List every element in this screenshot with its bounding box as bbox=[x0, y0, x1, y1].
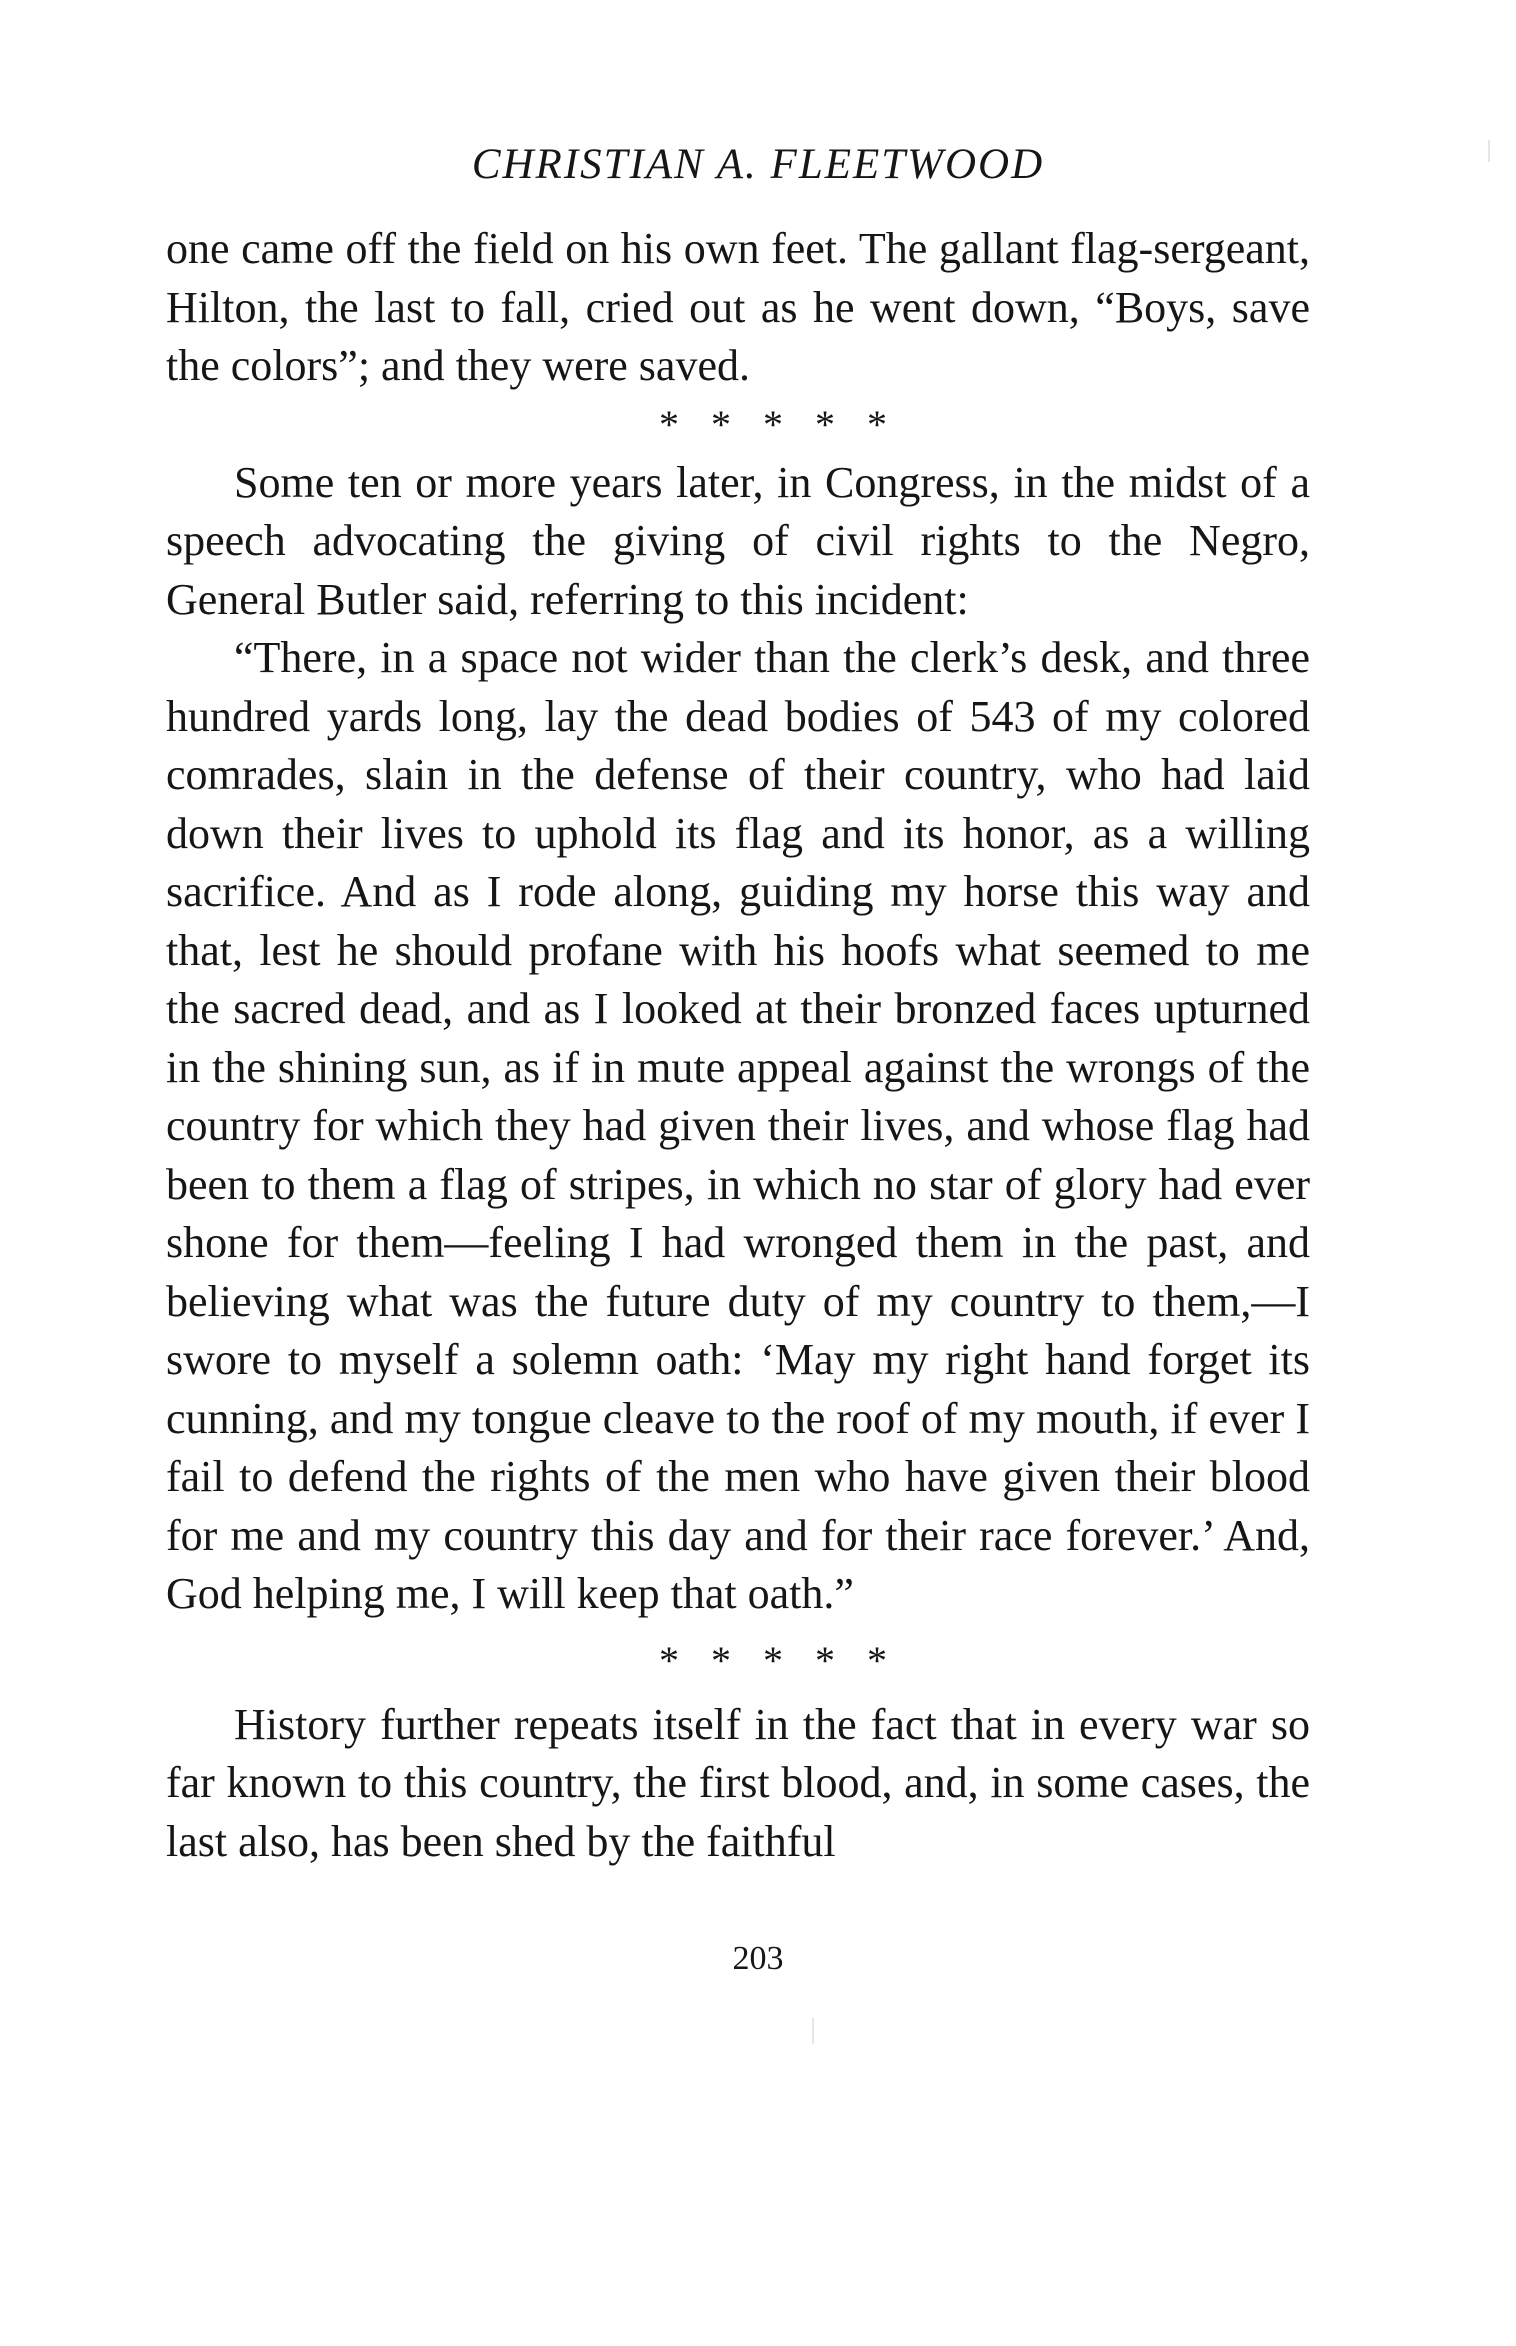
body-text bbox=[166, 220, 1310, 1871]
running-head: CHRISTIAN A. FLEETWOOD bbox=[471, 141, 1045, 188]
page-number: 203 bbox=[732, 1940, 784, 1977]
section-separator: * * * * * bbox=[659, 1637, 887, 1683]
paragraph-butler-quote: “There, in a space not wider than the clerk’s desk, and three hundred yards long, lay the dead bodies of 543 of my colored comrades, slain in the defense of their country, who had laid down their lives to uphold its flag and its honor, as a willing sacrifice. And as I rode along, guiding my horse this way and that, lest he should profane with his hoofs what seemed to me the sacred dead, and as I looked at their bronzed faces upturned in the shining sun, as if in mute appeal against the wrongs of the country for which they had given their lives, and whose flag had been to them a flag of stripes, in which no star of glory had ever shone for them—feeling I had wronged them in the past, and believing what was the future duty of my country to them,—I swore to myself a solemn oath: ‘May my right hand forget its cunning, and my tongue cleave to the roof of my mouth, if ever I fail to defend the rights of the men who have given their blood for me and my country this day and for their race forever.’ And, God helping me, I will keep that oath.” bbox=[166, 633, 1310, 1618]
paragraph-history: History further repeats itself in the fact that in every war so far known to this country, the first blood, and, in some cases, the last also, has been shed by the faithful bbox=[166, 1699, 1310, 1866]
scan-edge-mark bbox=[1488, 140, 1490, 162]
scan-edge-mark bbox=[812, 2018, 814, 2044]
paragraph-continuation: one came off the field on his own feet. The gallant flag-sergeant, Hilton, the last to fall, cried out as he went down, “Boys, save the colors”; and they were saved. bbox=[166, 224, 1310, 390]
paragraph-congress: Some ten or more years later, in Congress, in the midst of a speech advocating the giving of civil rights to the Negro, General Butler said, referring to this incident: bbox=[166, 457, 1310, 624]
section-separator: * * * * * bbox=[659, 401, 887, 447]
